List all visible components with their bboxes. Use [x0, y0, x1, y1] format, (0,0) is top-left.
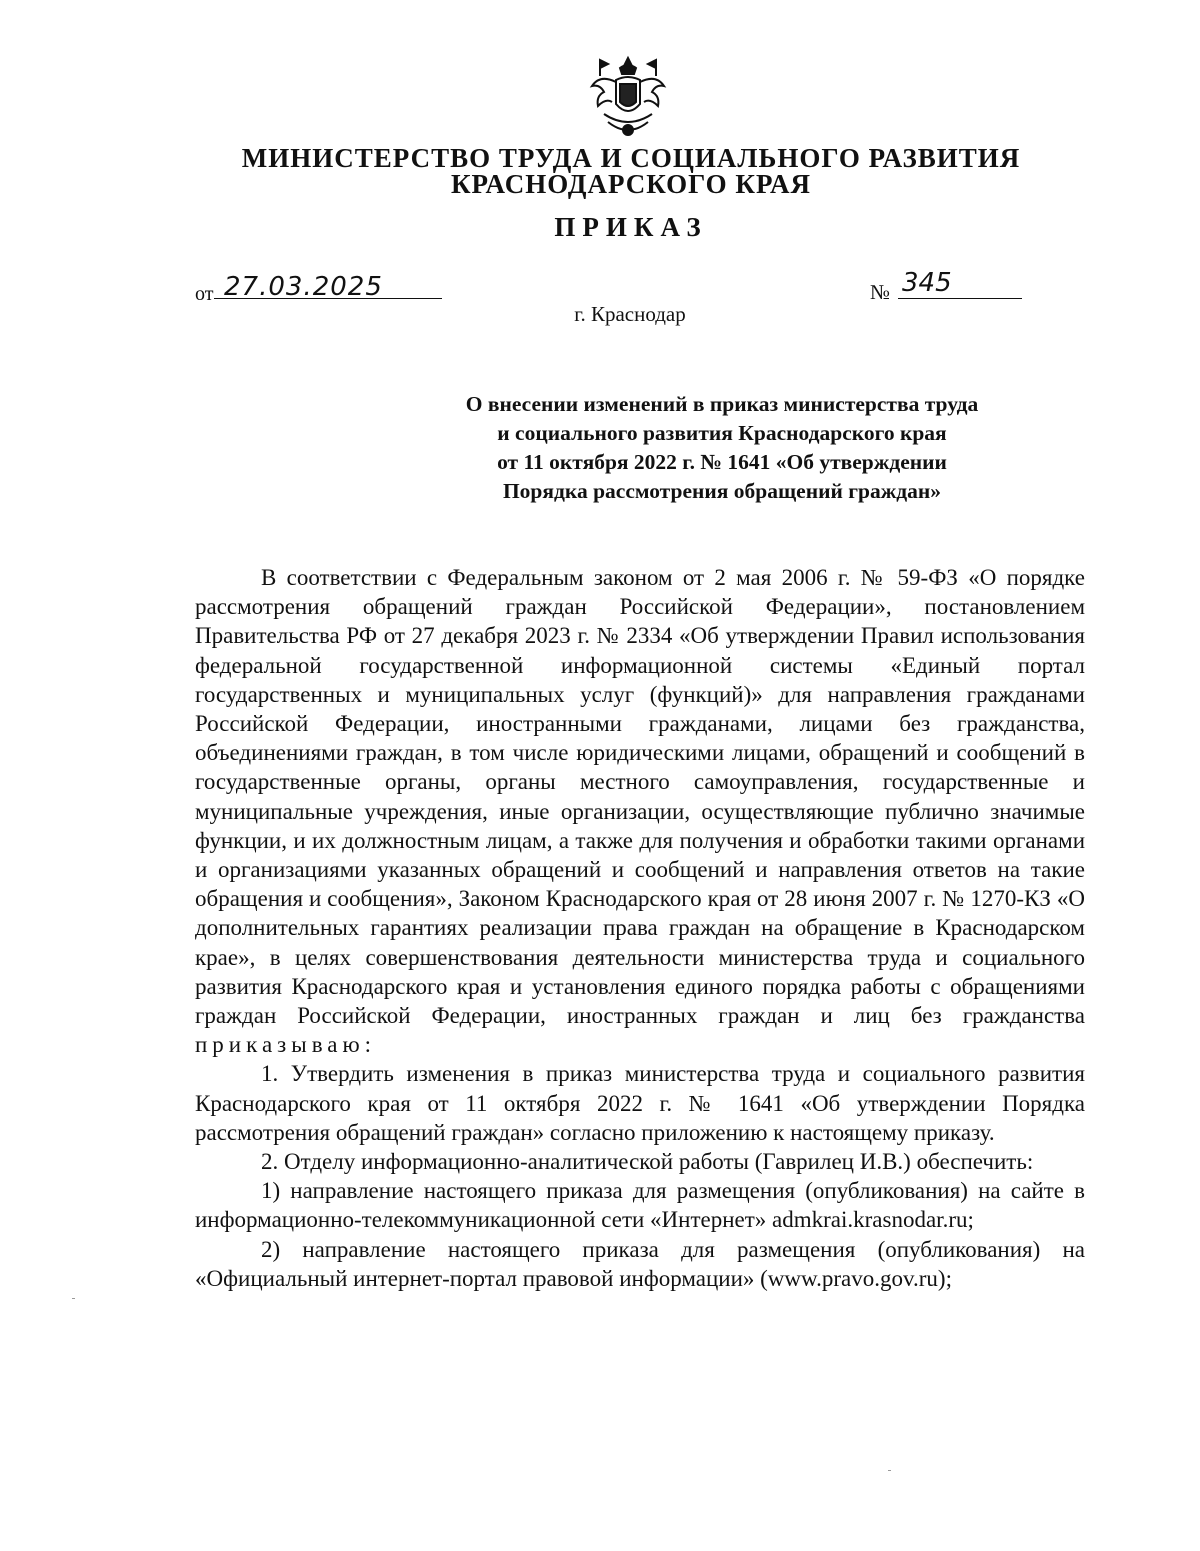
scan-speck: [888, 1470, 891, 1471]
title-line: от 11 октября 2022 г. № 1641 «Об утверждении: [497, 450, 947, 474]
ministry-name-line1: МИНИСТЕРСТВО ТРУДА И СОЦИАЛЬНОГО РАЗВИТИЯ: [241, 143, 1021, 173]
item-2-2: 2) направление настоящего приказа для размещения (опубликования) на «Официальный интернет-портал правовой информации» (www.pravo.gov.ru);: [195, 1236, 1085, 1291]
date-label: от: [195, 283, 214, 305]
number-label: №: [870, 280, 891, 304]
date-value: 27.03.2025: [224, 272, 383, 302]
date-underline: [214, 298, 442, 299]
document-title: [200, 390, 1200, 506]
coat-of-arms-icon: [582, 52, 674, 144]
document-type: ПРИКАЗ: [554, 212, 708, 242]
title-line: О внесении изменений в приказ министерства труда: [465, 392, 979, 416]
title-line: Порядка рассмотрения обращений граждан»: [502, 479, 942, 503]
scan-speck: [72, 1298, 75, 1299]
preamble-paragraph: [195, 563, 1085, 1059]
preamble-text: В соответствии с Федеральным законом от 2 мая 2006 г. № 59-ФЗ «О порядке рассмотрения обращений граждан Российской Федерации», постановлением Правительства РФ от 27 декабря 2023 г. № 2334 «Об утверждении Правил использования федеральной государственной информационной системы «Единый портал государственных и муниципальных услуг (функций)» для направления гражданами Российской Федерации, иностранными гражданами, лицами без гражданства, объединениями граждан, в том числе юридическими лицами, обращений и сообщений в государственные органы, органы местного самоуправления, государственные и муниципальные учреждения, иные организации, осуществляющие публично значимые функции, и их должностным лицам, а также для получения и обработки такими органами и организациями указанных обращений и сообщений и направления ответов на такие обращения и сообщения», Законом Краснодарского края от 28 июня 2007 г. № 1270-КЗ «О дополнительных гарантиях реализации права граждан на обращение в Краснодарском крае», в целях совершенствования деятельности министерства труда и социального развития Краснодарского края и установления единого порядка работы с обращениями граждан Российской Федерации, иностранных граждан и лиц без гражданства: [195, 565, 1085, 1029]
number-value: 345: [902, 268, 952, 298]
item-2-1: 1) направление настоящего приказа для размещения (опубликования) на сайте в информационно-телекоммуникационной сети «Интернет» admkrai.krasnodar.ru;: [195, 1178, 1085, 1233]
title-line: и социального развития Краснодарского края: [497, 421, 947, 445]
order-word: приказываю:: [195, 1032, 377, 1058]
document-body: [195, 563, 1085, 1293]
ministry-name-line2: КРАСНОДАРСКОГО КРАЯ: [450, 169, 812, 199]
city: г. Краснодар: [574, 302, 686, 326]
item-2: 2. Отделу информационно-аналитической работы (Гаврилец И.В.) обеспечить:: [261, 1149, 1034, 1175]
number-underline: [898, 298, 1022, 299]
item-1: 1. Утвердить изменения в приказ министерства труда и социального развития Краснодарского края от 11 октября 2022 г. № 1641 «Об утверждении Порядка рассмотрения обращений граждан» согласно приложению к настоящему приказу.: [195, 1061, 1085, 1145]
